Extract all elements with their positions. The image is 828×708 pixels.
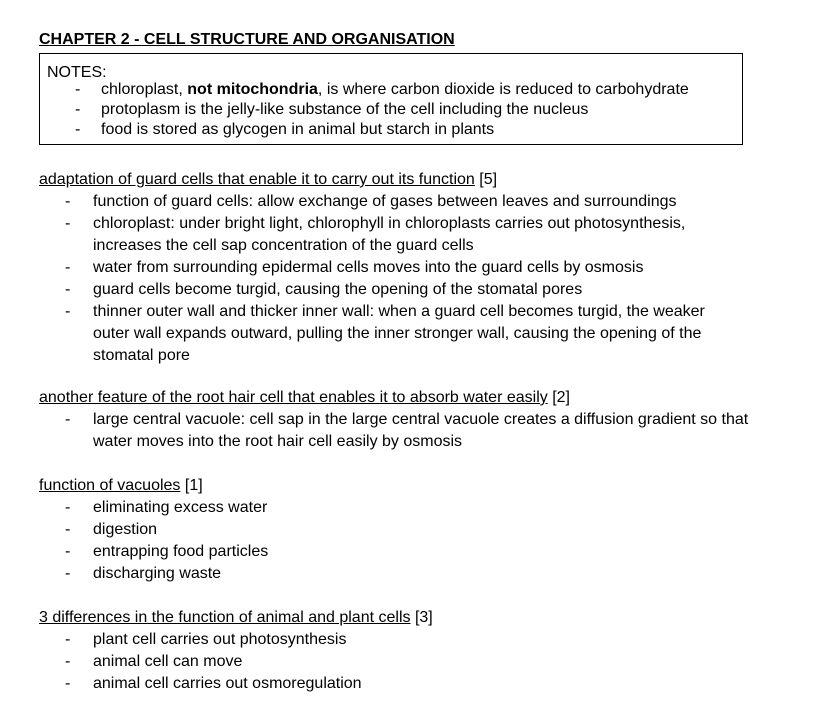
question-line xyxy=(39,607,799,629)
answer-item xyxy=(39,629,799,651)
chapter-title: CHAPTER 2 - CELL STRUCTURE AND ORGANISATION xyxy=(39,31,455,48)
question-line xyxy=(39,169,799,191)
bullet-dash: - xyxy=(65,281,71,298)
bullet-dash: - xyxy=(65,543,71,560)
answer-item xyxy=(39,409,799,453)
answer-item xyxy=(39,519,799,541)
question-marks: [2] xyxy=(552,389,570,406)
notes-heading: NOTES: xyxy=(47,64,107,81)
bullet-dash: - xyxy=(75,81,81,98)
question-line xyxy=(39,475,799,497)
bullet-dash: - xyxy=(75,101,81,118)
answer-item xyxy=(39,497,799,519)
answer-text: plant cell carries out photosynthesis xyxy=(93,631,347,648)
answer-list xyxy=(39,409,799,453)
answer-item xyxy=(39,213,799,257)
answer-text: chloroplast: under bright light, chlorophyll in chloroplasts carries out photosynthesis, increases the cell sap concentration of the guard cells xyxy=(93,215,686,254)
bullet-dash: - xyxy=(65,259,71,276)
bullet-dash: - xyxy=(65,521,71,538)
question-line xyxy=(39,387,799,409)
bullet-dash: - xyxy=(65,499,71,516)
answer-list xyxy=(39,191,799,367)
answer-item xyxy=(39,563,799,585)
bullet-dash: - xyxy=(65,193,71,210)
answer-item xyxy=(39,191,799,213)
answer-item xyxy=(39,651,799,673)
answer-text: thinner outer wall and thicker inner wall: when a guard cell becomes turgid, the weaker outer wall expands outward, pulling the inner stronger wall, causing the opening of the stomatal pore xyxy=(93,303,705,364)
bullet-dash: - xyxy=(65,565,71,582)
answer-item xyxy=(39,257,799,279)
bullet-dash: - xyxy=(65,631,71,648)
notes-item-text: protoplasm is the jelly-like substance of the cell including the nucleus xyxy=(101,101,589,118)
answer-item xyxy=(39,541,799,563)
question-text: 3 differences in the function of animal and plant cells xyxy=(39,609,411,626)
notes-item-text-part: chloroplast, xyxy=(101,81,188,98)
answer-text: entrapping food particles xyxy=(93,543,269,560)
question-text: adaptation of guard cells that enable it to carry out its function xyxy=(39,171,475,188)
answer-item xyxy=(39,301,799,367)
notes-item-text-part: , is where carbon dioxide is reduced to carbohydrate xyxy=(317,81,689,98)
bullet-dash: - xyxy=(65,675,71,692)
section-vacuoles xyxy=(39,475,799,585)
answer-list xyxy=(39,497,799,585)
answer-text: large central vacuole: cell sap in the large central vacuole creates a diffusion gradient so that water moves into the root hair cell easily by osmosis xyxy=(93,411,749,450)
question-text: another feature of the root hair cell that enables it to absorb water easily xyxy=(39,389,548,406)
answer-list xyxy=(39,629,799,695)
answer-text: digestion xyxy=(93,521,158,538)
section-animal-plant-differences xyxy=(39,607,799,695)
answer-text: animal cell can move xyxy=(93,653,243,670)
answer-text: eliminating excess water xyxy=(93,499,268,516)
section-root-hair-cell xyxy=(39,387,799,453)
answer-text: guard cells become turgid, causing the opening of the stomatal pores xyxy=(93,281,583,298)
answer-item xyxy=(39,673,799,695)
bullet-dash: - xyxy=(75,121,81,138)
notes-item-bold-text: not mitochondria xyxy=(187,81,318,98)
answer-text: animal cell carries out osmoregulation xyxy=(93,675,362,692)
question-marks: [1] xyxy=(184,477,203,494)
bullet-dash: - xyxy=(65,411,71,428)
bullet-dash: - xyxy=(65,215,71,232)
bullet-dash: - xyxy=(65,653,71,670)
answer-text: water from surrounding epidermal cells moves into the guard cells by osmosis xyxy=(93,259,644,276)
question-text: function of vacuoles xyxy=(39,477,181,494)
notes-item-text xyxy=(101,80,689,100)
bullet-dash: - xyxy=(65,303,71,320)
answer-text: function of guard cells: allow exchange of gases between leaves and surroundings xyxy=(93,193,677,210)
answer-item xyxy=(39,279,799,301)
notes-item-text: food is stored as glycogen in animal but starch in plants xyxy=(101,121,495,138)
question-marks: [3] xyxy=(414,609,433,626)
notes-box xyxy=(39,53,743,145)
section-guard-cells xyxy=(39,169,799,367)
answer-text: discharging waste xyxy=(93,565,222,582)
question-marks: [5] xyxy=(479,171,498,188)
